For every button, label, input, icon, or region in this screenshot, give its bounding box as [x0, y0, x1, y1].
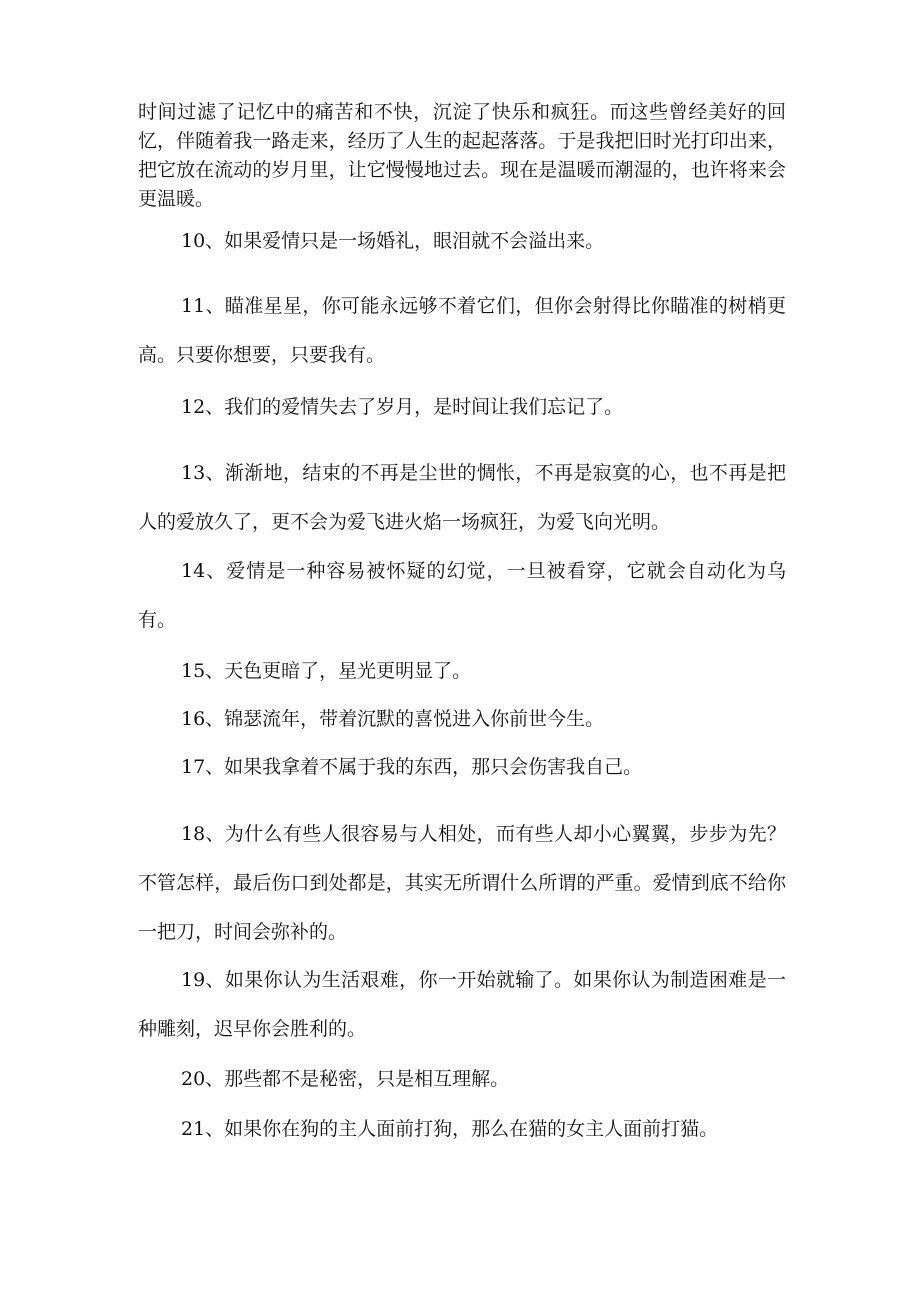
quote-item-17: 17、如果我拿着不属于我的东西，那只会伤害我自己。 — [181, 756, 643, 778]
quote-item-20: 20、那些都不是秘密，只是相互理解。 — [181, 1068, 510, 1090]
intro-paragraph: 时间过滤了记忆中的痛苦和不快，沉淀了快乐和疯狂。而这些曾经美好的回忆，伴随着我一路走来，经历了人生的起起落落。于是我把旧时光打印出来，把它放在流动的岁月里，让它慢慢地过去。现在是温暖而潮湿的，也许将来会更温暖。 — [138, 101, 786, 210]
quote-item-11: 11、瞄准星星，你可能永远够不着它们，但你会射得比你瞄准的树梢更高。只要你想要，只要我有。 — [138, 295, 786, 366]
quote-item-15: 15、天色更暗了，星光更明显了。 — [181, 660, 472, 682]
quote-item-13: 13、渐渐地，结束的不再是尘世的惆怅，不再是寂寞的心，也不再是把人的爱放久了，更不会为爱飞进火焰一场疯狂，为爱飞向光明。 — [138, 462, 786, 533]
quote-item-21: 21、如果你在狗的主人面前打狗，那么在猫的女主人面前打猫。 — [181, 1118, 719, 1140]
quote-item-14: 14、爱情是一种容易被怀疑的幻觉，一旦被看穿，它就会自动化为乌有。 — [138, 560, 786, 631]
quote-item-19: 19、如果你认为生活艰难，你一开始就输了。如果你认为制造困难是一种雕刻，迟早你会胜利的。 — [138, 969, 786, 1040]
quote-item-16: 16、锦瑟流年，带着沉默的喜悦进入你前世今生。 — [181, 708, 605, 730]
quote-item-12: 12、我们的爱情失去了岁月，是时间让我们忘记了。 — [181, 396, 624, 418]
quote-item-10: 10、如果爱情只是一场婚礼，眼泪就不会溢出来。 — [181, 230, 605, 252]
quote-item-18: 18、为什么有些人很容易与人相处，而有些人却小心翼翼，步步为先？不管怎样，最后伤口到处都是，其实无所谓什么所谓的严重。爱情到底不给你一把刀，时间会弥补的。 — [138, 823, 786, 943]
